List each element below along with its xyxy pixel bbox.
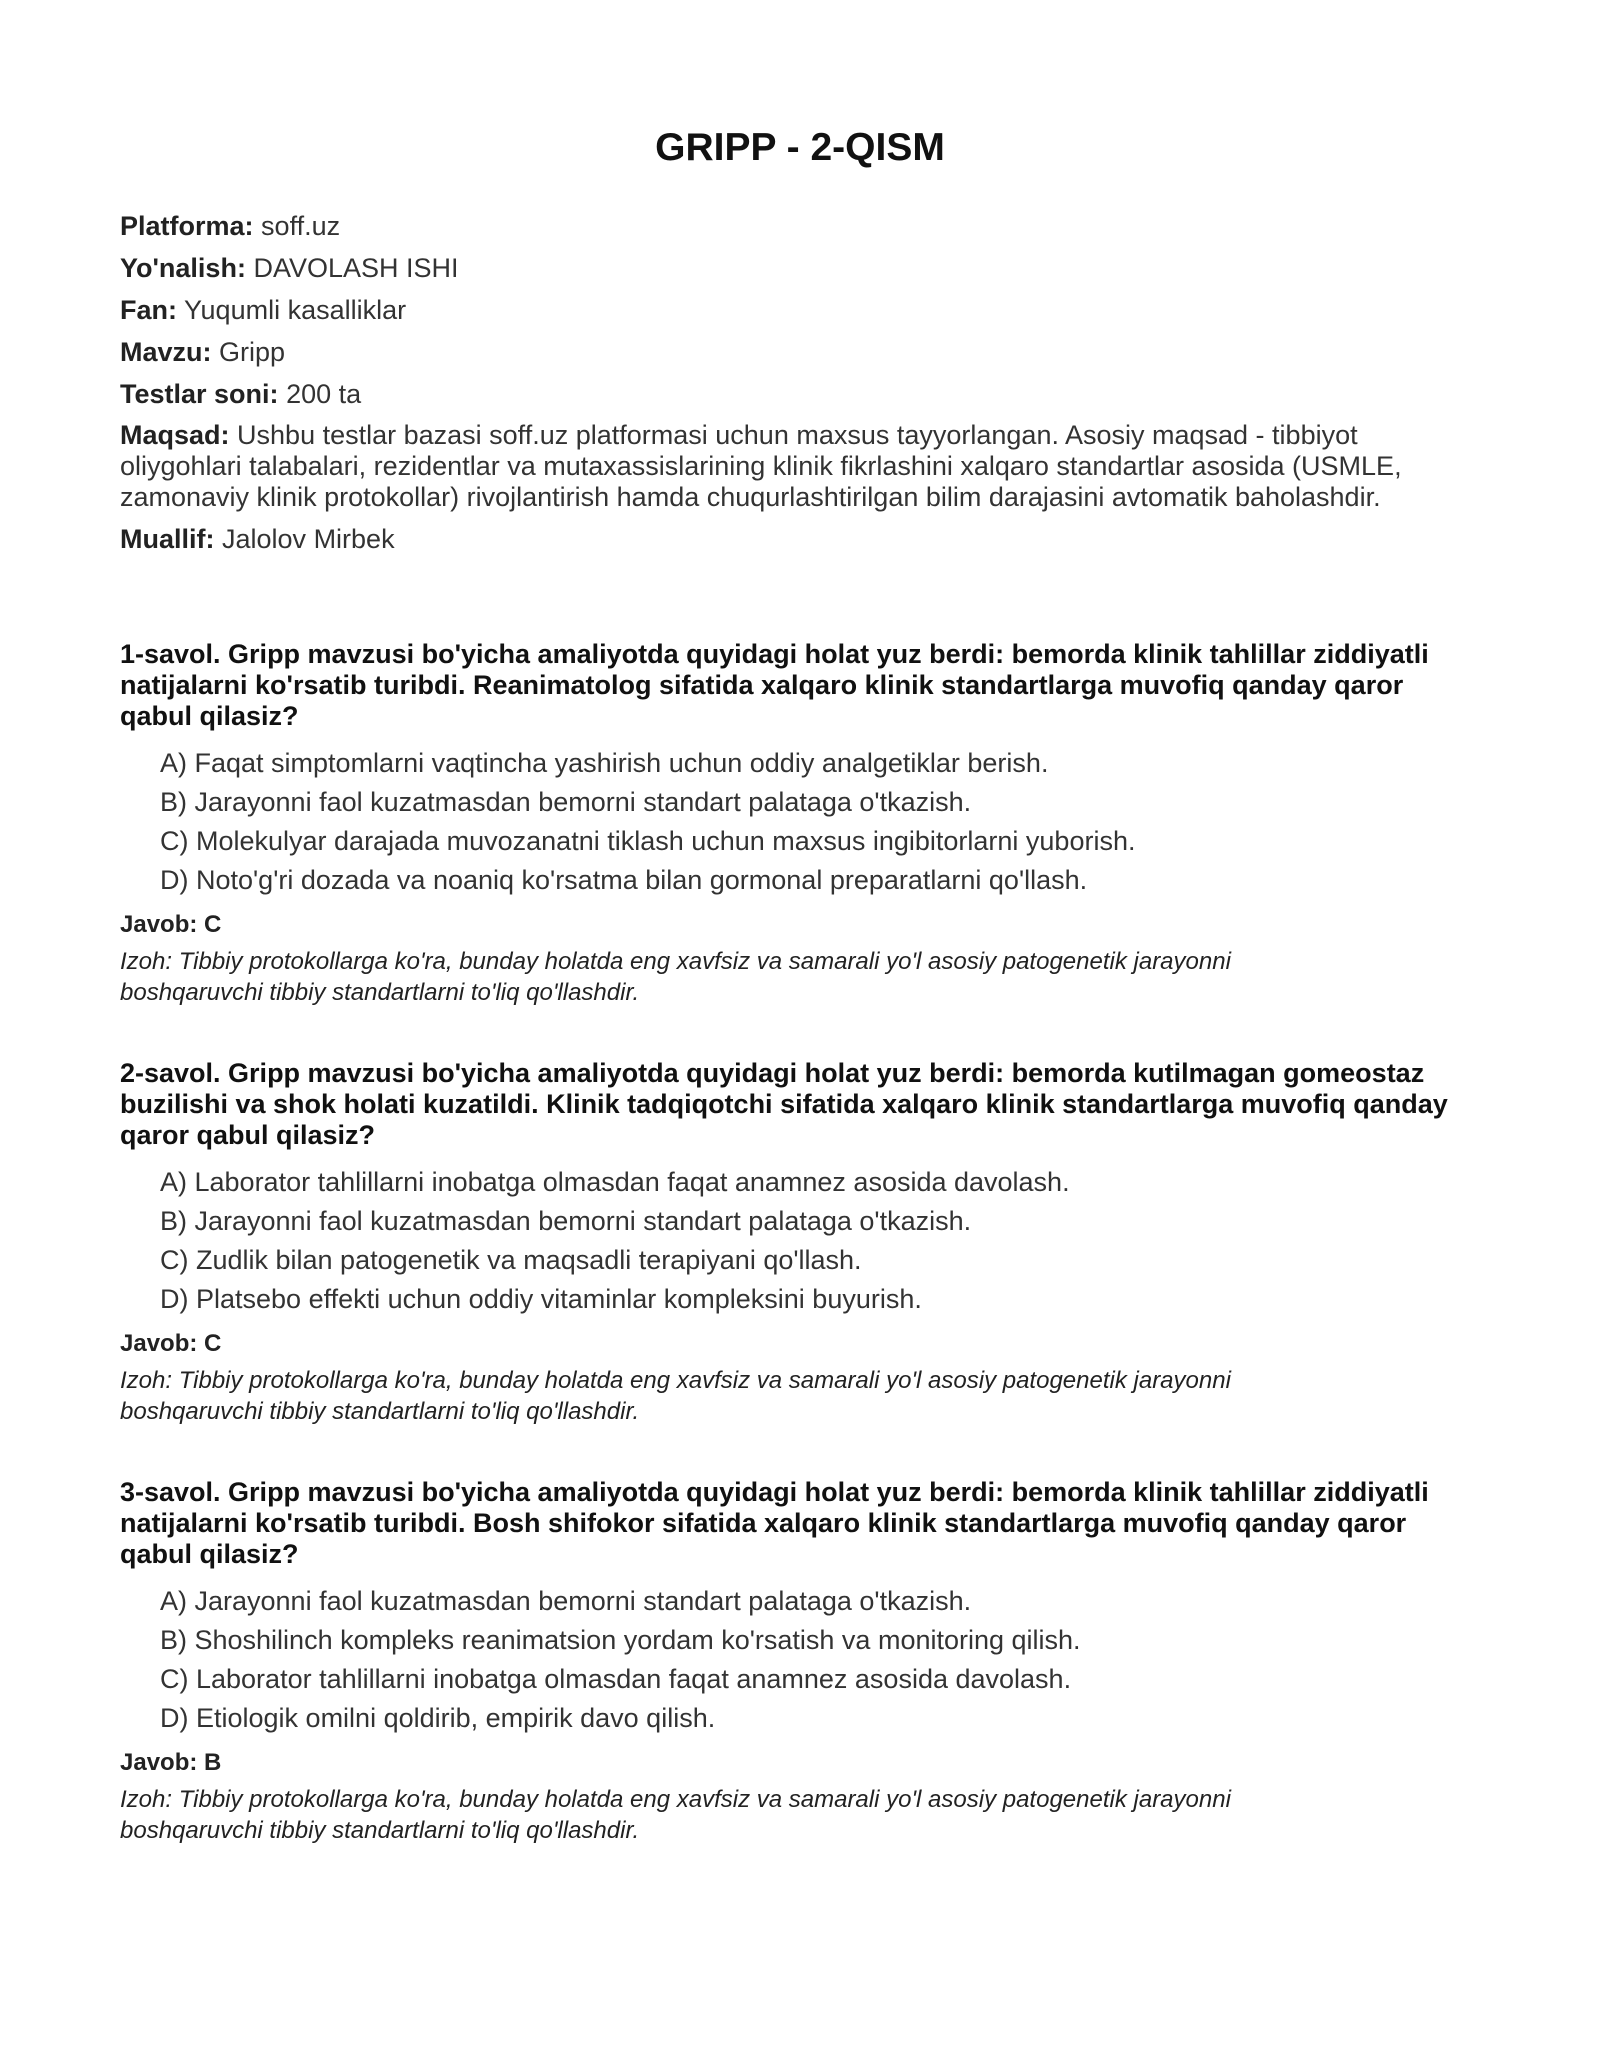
option-d: D) Noto'g'ri dozada va noaniq ko'rsatma bilan gormonal preparatlarni qo'llash. bbox=[160, 865, 1088, 895]
meta-label: Mavzu: bbox=[120, 337, 212, 367]
explanation-text: Izoh: Tibbiy protokollarga ko'ra, bunday holatda eng xavfsiz va samarali yo'l asosiy patogenetik jarayonni boshqaruvchi tibbiy standartlarni to'liq qo'llashdir. bbox=[120, 1786, 1231, 1844]
question-text: 1-savol. Gripp mavzusi bo'yicha amaliyotda quyidagi holat yuz berdi: bemorda klinik tahlillar ziddiyatli natijalarni ko'rsatib turibdi. Reanimatolog sifatida xalqaro klinik standartlarga muvofiq qanday qaror qabul qilasiz? bbox=[120, 639, 1429, 731]
meta-subject bbox=[120, 294, 1480, 326]
meta-label: Muallif: bbox=[120, 524, 215, 554]
option-b: B) Jarayonni faol kuzatmasdan bemorni standart palataga o'tkazish. bbox=[160, 787, 972, 817]
document-page bbox=[120, 118, 1480, 1896]
answer-options bbox=[160, 744, 1480, 900]
question-block bbox=[120, 1058, 1480, 1427]
answer-key: Javob: C bbox=[120, 1330, 222, 1357]
meta-value: Jalolov Mirbek bbox=[222, 524, 395, 554]
question-block bbox=[120, 639, 1480, 1008]
meta-label: Fan: bbox=[120, 295, 177, 325]
option-c: C) Zudlik bilan patogenetik va maqsadli terapiyani qo'llash. bbox=[160, 1245, 862, 1275]
meta-label: Testlar soni: bbox=[120, 379, 279, 409]
meta-platform bbox=[120, 210, 1480, 242]
option-a: A) Laborator tahlillarni inobatga olmasdan faqat anamnez asosida davolash. bbox=[160, 1167, 1070, 1197]
meta-direction bbox=[120, 252, 1480, 284]
metadata-section bbox=[120, 210, 1480, 555]
option-a: A) Faqat simptomlarni vaqtincha yashirish uchun oddiy analgetiklar berish. bbox=[160, 748, 1049, 778]
meta-value: Yuqumli kasalliklar bbox=[184, 295, 407, 325]
meta-value: Gripp bbox=[219, 337, 286, 367]
question-block bbox=[120, 1477, 1480, 1846]
question-text: 3-savol. Gripp mavzusi bo'yicha amaliyotda quyidagi holat yuz berdi: bemorda klinik tahlillar ziddiyatli natijalarni ko'rsatib turibdi. Bosh shifokor sifatida xalqaro klinik standartlarga muvofiq qanday qaror qabul qilasiz? bbox=[120, 1477, 1429, 1569]
document-title: GRIPP - 2-QISM bbox=[655, 126, 945, 169]
option-c: C) Laborator tahlillarni inobatga olmasdan faqat anamnez asosida davolash. bbox=[160, 1664, 1072, 1694]
meta-topic bbox=[120, 336, 1480, 368]
option-d: D) Platsebo effekti uchun oddiy vitaminlar kompleksini buyurish. bbox=[160, 1284, 922, 1314]
meta-value: Ushbu testlar bazasi soff.uz platformasi uchun maxsus tayyorlangan. Asosiy maqsad - tibbiyot oliygohlari talabalari, rezidentlar va mutaxassislarining klinik fikrlashini xalqaro standartlar asosida (USMLE, zamonaviy klinik protokollar) rivojlantirish hamda chuqurlashtirilgan bilim darajasini avtomatik baholashdir. bbox=[120, 420, 1402, 512]
answer-options bbox=[160, 1582, 1480, 1738]
meta-label: Maqsad: bbox=[120, 420, 230, 450]
meta-value: soff.uz bbox=[261, 211, 341, 241]
option-b: B) Jarayonni faol kuzatmasdan bemorni standart palataga o'tkazish. bbox=[160, 1206, 972, 1236]
meta-value: DAVOLASH ISHI bbox=[253, 253, 459, 283]
meta-purpose bbox=[120, 420, 1480, 513]
explanation-text: Izoh: Tibbiy protokollarga ko'ra, bunday holatda eng xavfsiz va samarali yo'l asosiy patogenetik jarayonni boshqaruvchi tibbiy standartlarni to'liq qo'llashdir. bbox=[120, 1367, 1231, 1425]
option-d: D) Etiologik omilni qoldirib, empirik davo qilish. bbox=[160, 1703, 716, 1733]
option-a: A) Jarayonni faol kuzatmasdan bemorni standart palataga o'tkazish. bbox=[160, 1586, 972, 1616]
question-text: 2-savol. Gripp mavzusi bo'yicha amaliyotda quyidagi holat yuz berdi: bemorda kutilmagan gomeostaz buzilishi va shok holati kuzatildi. Klinik tadqiqotchi sifatida xalqaro klinik standartlarga muvofiq qanday qaror qabul qilasiz? bbox=[120, 1058, 1448, 1150]
meta-author bbox=[120, 523, 1480, 555]
answer-key: Javob: B bbox=[120, 1749, 222, 1776]
meta-label: Platforma: bbox=[120, 211, 254, 241]
meta-test-count bbox=[120, 378, 1480, 410]
answer-key: Javob: C bbox=[120, 911, 222, 938]
option-c: C) Molekulyar darajada muvozanatni tiklash uchun maxsus ingibitorlarni yuborish. bbox=[160, 826, 1136, 856]
explanation-text: Izoh: Tibbiy protokollarga ko'ra, bunday holatda eng xavfsiz va samarali yo'l asosiy patogenetik jarayonni boshqaruvchi tibbiy standartlarni to'liq qo'llashdir. bbox=[120, 948, 1231, 1006]
questions-section bbox=[120, 639, 1480, 1846]
meta-label: Yo'nalish: bbox=[120, 253, 246, 283]
meta-value: 200 ta bbox=[286, 379, 362, 409]
option-b: B) Shoshilinch kompleks reanimatsion yordam ko'rsatish va monitoring qilish. bbox=[160, 1625, 1081, 1655]
answer-options bbox=[160, 1163, 1480, 1319]
